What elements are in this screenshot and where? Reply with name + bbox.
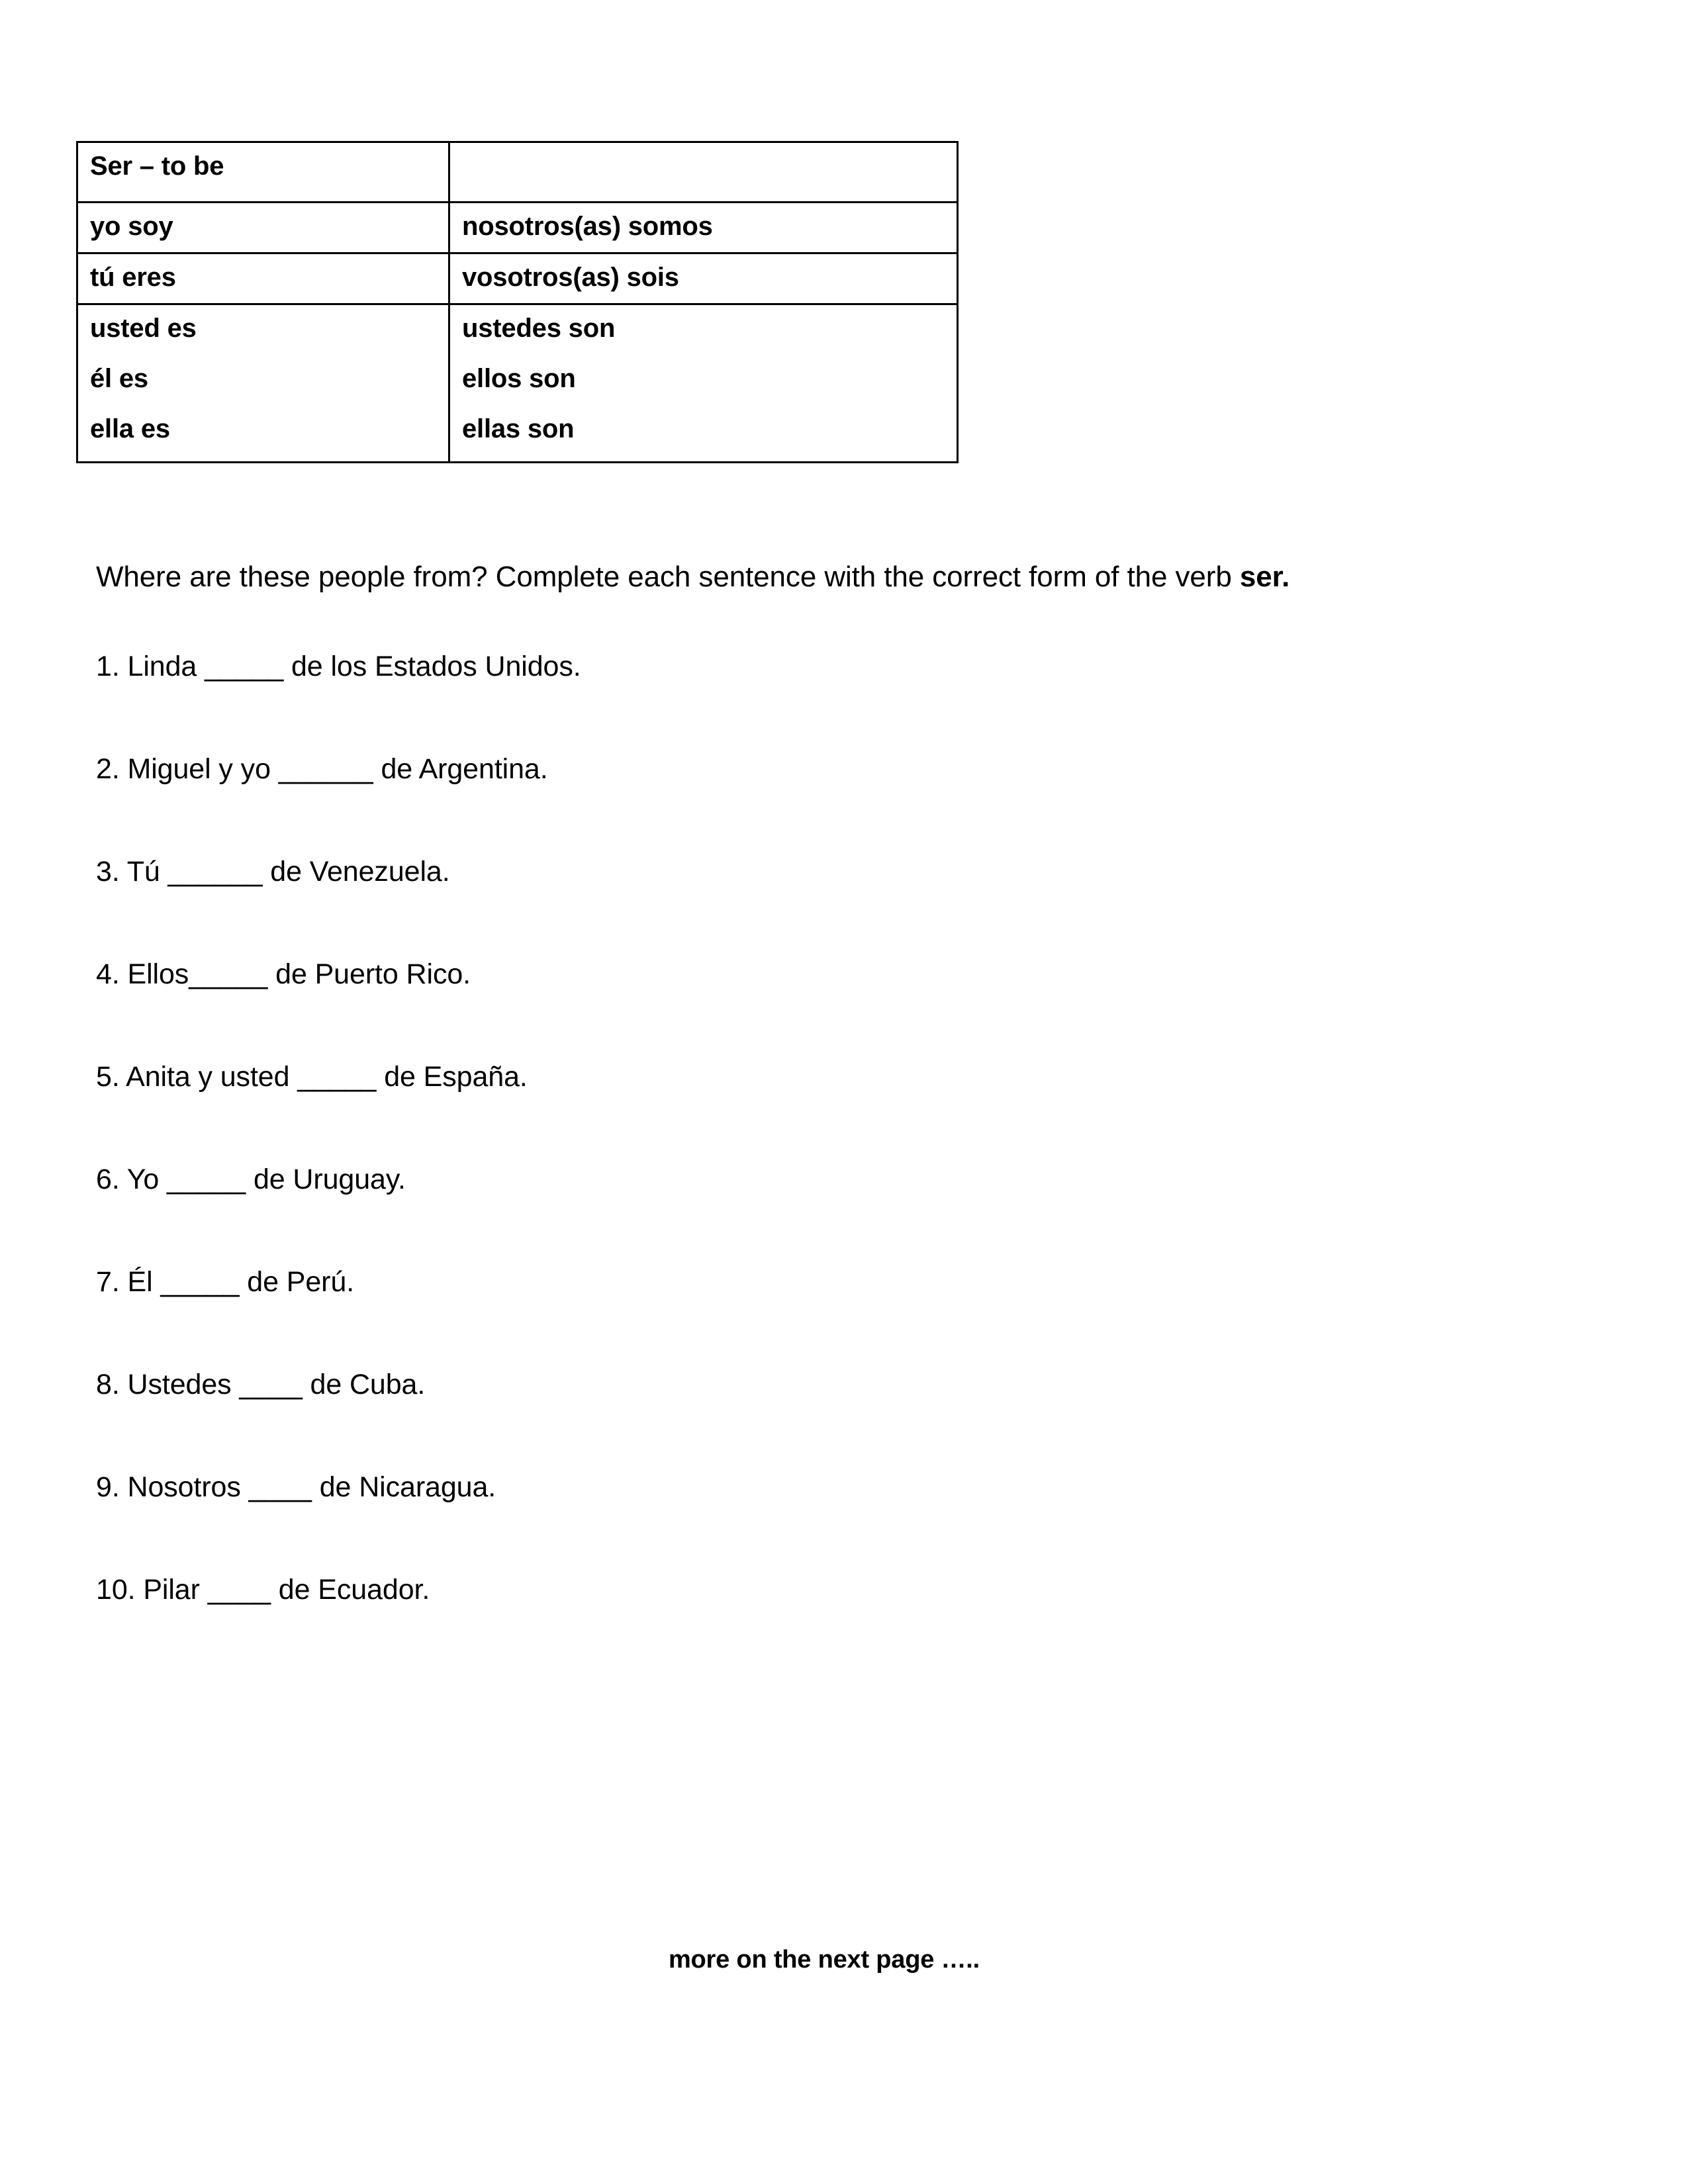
conjugation-ella-es: ella es (90, 414, 170, 443)
conjugation-ellos-son: ellos son (462, 364, 576, 393)
table-cell-third-person-plural (449, 304, 958, 463)
table-row (77, 142, 958, 203)
footer-note (0, 1946, 1688, 1974)
question-item-10: 10. Pilar ____ de Ecuador. (96, 1574, 430, 1606)
table-cell-third-person-singular (77, 304, 449, 463)
conjugation-el-es: él es (90, 364, 148, 393)
table-cell-tu-eres: tú eres (77, 253, 449, 304)
ser-conjugation-table (76, 141, 959, 463)
table-cell-yo-soy: yo soy (77, 203, 449, 253)
conjugation-usted-es: usted es (90, 314, 197, 343)
question-item-6: 6. Yo _____ de Uruguay. (96, 1163, 406, 1195)
instructions-lead-text: Where are these people from? Complete each sentence with the correct form of the verb (96, 561, 1240, 593)
footer-note-text: more on the next page ….. (668, 1946, 980, 1974)
table-row (77, 203, 958, 253)
question-item-1: 1. Linda _____ de los Estados Unidos. (96, 651, 581, 682)
question-item-3: 3. Tú ______ de Venezuela. (96, 856, 450, 887)
question-item-5: 5. Anita y usted _____ de España. (96, 1061, 528, 1093)
instructions-bold-verb: ser. (1239, 561, 1290, 593)
question-item-4: 4. Ellos_____ de Puerto Rico. (96, 958, 471, 990)
question-item-7: 7. Él _____ de Perú. (96, 1266, 355, 1298)
question-item-8: 8. Ustedes ____ de Cuba. (96, 1369, 426, 1400)
table-cell-vosotros-sois: vosotros(as) sois (449, 253, 958, 304)
table-cell-empty (449, 142, 958, 203)
table-cell-nosotros-somos: nosotros(as) somos (449, 203, 958, 253)
conjugation-ellas-son: ellas son (462, 414, 575, 443)
table-row (77, 253, 958, 304)
table-row (77, 304, 958, 463)
table-cell-verb-title: Ser – to be (77, 142, 449, 203)
question-item-9: 9. Nosotros ____ de Nicaragua. (96, 1471, 496, 1503)
exercise-instructions (96, 559, 1532, 596)
question-item-2: 2. Miguel y yo ______ de Argentina. (96, 753, 548, 785)
question-list (96, 652, 1552, 1678)
conjugation-ustedes-son: ustedes son (462, 314, 616, 343)
